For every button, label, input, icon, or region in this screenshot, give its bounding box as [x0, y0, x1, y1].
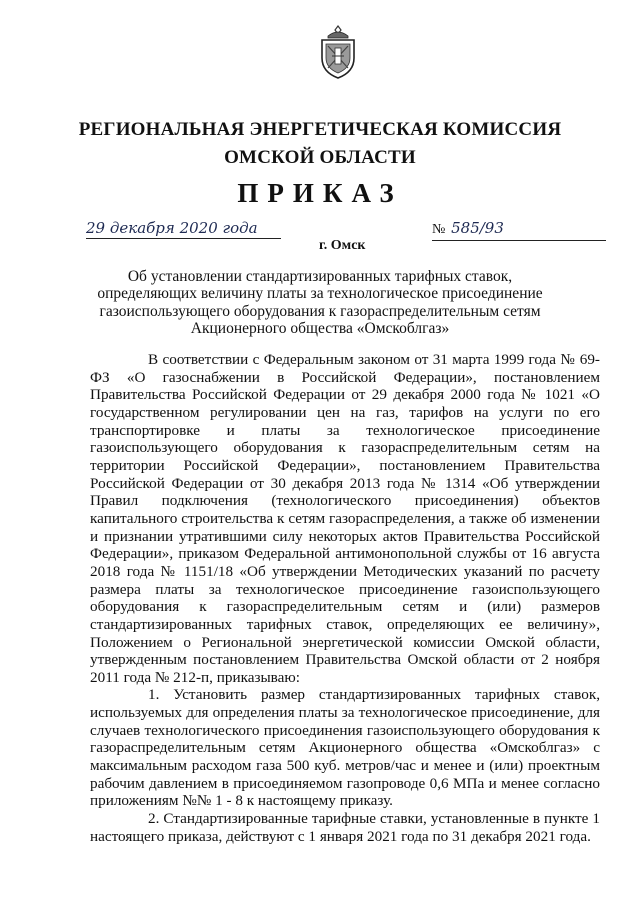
document-number [432, 218, 606, 241]
number-value: 585/93 [451, 219, 504, 237]
org-line-2: ОМСКОЙ ОБЛАСТИ [224, 147, 416, 168]
document-body [90, 351, 600, 845]
subject-line: газоиспользующего оборудования к газораспределительным сетям [99, 302, 541, 320]
preamble-paragraph: В соответствии с Федеральным законом от 31 марта 1999 года № 69-ФЗ «О газоснабжении в Российской Федерации», постановлением Правительства Российской Федерации от 29 декабря 2000 года № 1021 «О государственном регулировании цен на газ, тарифов на услуги по его транспортировке и платы за технологическое присоединение газоиспользующего оборудования к газораспределительным сетям на территории Российской Федерации», постановлением Правительства Российской Федерации от 30 декабря 2013 года № 1314 «Об утверждении Правил подключения (технологического присоединения) объектов капитального строительства к сетям газораспределения, а также об изменении и признании утратившими силу некоторых актов Правительства Российской Федерации», приказом Федеральной антимонопольной службы от 16 августа 2018 года № 1151/18 «Об утверждении Методических указаний по расчету размера платы за технологическое присоединение газоиспользующего оборудования к газораспределительным сетям и (или) размеров стандартизированных тарифных ставок, определяющих ее величину», Положением о Региональной энергетической комиссии Омской области, утвержденным постановлением Правительства Омской области от 2 ноября 2011 года № 212-п, приказываю: [90, 351, 600, 686]
document-subject [80, 268, 560, 338]
coat-of-arms-icon [318, 24, 358, 80]
org-line-1: РЕГИОНАЛЬНАЯ ЭНЕРГЕТИЧЕСКАЯ КОМИССИЯ [78, 119, 562, 140]
document-date: 29 декабря 2020 года [86, 218, 281, 239]
number-label: № [432, 222, 446, 237]
organization-name [0, 116, 640, 172]
clause-1-paragraph: 1. Установить размер стандартизированных тарифных ставок, используемых для определения платы за технологическое присоединение, для случаев технологического присоединения газоиспользующего оборудования к газораспределительным сетям Акционерного общества «Омскоблгаз» с максимальным расходом газа 500 куб. метров/час и менее и (или) проектным рабочим давлением в присоединяемом газопроводе 0,6 МПа и менее согласно приложениям №№ 1 - 8 к настоящему приказу. [90, 686, 600, 810]
document-title: ПРИКАЗ [237, 178, 403, 208]
subject-line: определяющих величину платы за технологическое присоединение [97, 285, 543, 303]
city-label: г. Омск [319, 238, 366, 253]
subject-line: Об установлении стандартизированных тарифных ставок, [127, 268, 513, 285]
subject-line: Акционерного общества «Омскоблгаз» [190, 320, 450, 338]
clause-2-paragraph: 2. Стандартизированные тарифные ставки, установленные в пункте 1 настоящего приказа, действуют с 1 января 2021 года по 31 декабря 2021 года. [90, 810, 600, 845]
